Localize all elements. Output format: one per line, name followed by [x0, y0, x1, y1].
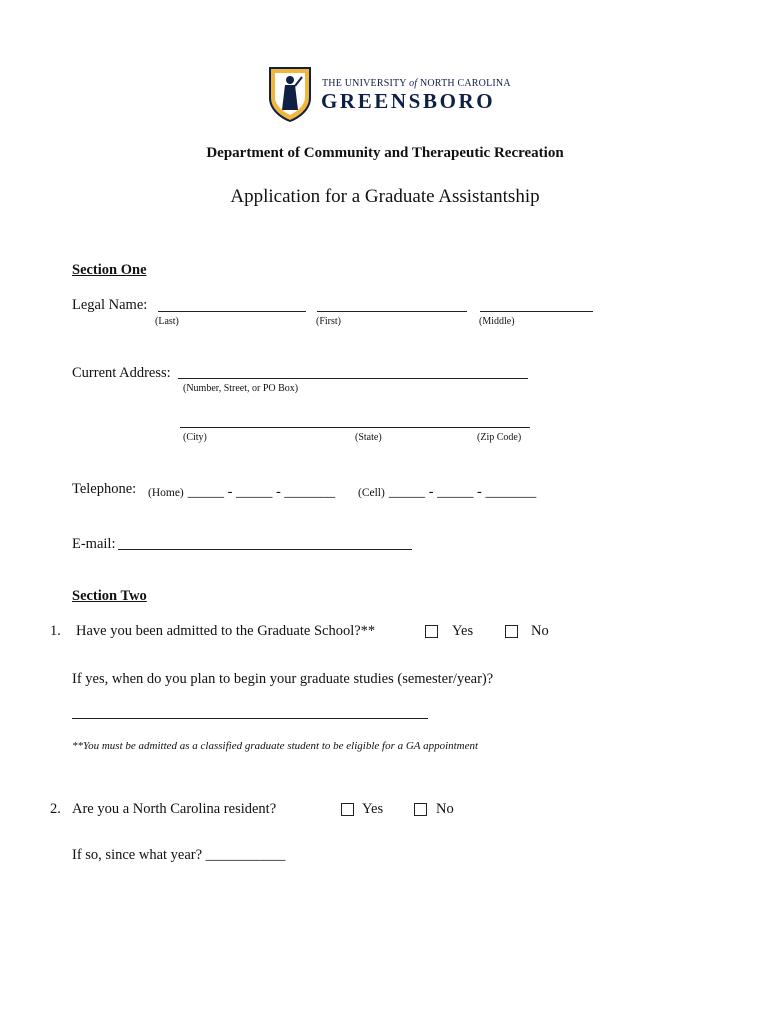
middle-name-field[interactable]: [480, 311, 593, 312]
q2-no-checkbox[interactable]: [414, 803, 427, 816]
home-phone-label: (Home): [148, 487, 184, 499]
cell-phone-field[interactable]: _____ - _____ - _______: [388, 484, 537, 500]
resident-year-field[interactable]: ___________: [205, 847, 286, 863]
question-1-number: 1.: [50, 623, 61, 639]
q1-eligibility-note: **You must be admitted as a classified graduate student to be eligible for a GA appointment: [72, 740, 479, 752]
q1-no-checkbox[interactable]: [505, 625, 518, 638]
email-field[interactable]: [118, 549, 412, 550]
home-phone-field[interactable]: _____ - _____ - _______: [187, 484, 336, 500]
zip-caption: (Zip Code): [477, 432, 522, 443]
state-caption: (State): [355, 432, 382, 443]
logo-line1-of: of: [409, 78, 418, 89]
q1-followup-text: If yes, when do you plan to begin your graduate studies (semester/year)?: [72, 671, 494, 687]
q2-no-label: No: [436, 801, 454, 817]
start-semester-field[interactable]: [72, 718, 428, 719]
page-title: Application for a Graduate Assistantship: [230, 186, 540, 207]
question-2-number: 2.: [50, 801, 61, 817]
email-label: E-mail:: [72, 536, 116, 552]
q2-followup-text: [72, 847, 285, 864]
q2-yes-checkbox[interactable]: [341, 803, 354, 816]
q2-followup-label: If so, since what year?: [72, 847, 203, 863]
minerva-figure-shield-icon: [268, 66, 312, 122]
question-2-text: Are you a North Carolina resident?: [72, 801, 277, 817]
first-caption: (First): [316, 316, 341, 327]
middle-caption: (Middle): [479, 316, 515, 327]
legal-name-label: Legal Name:: [72, 297, 148, 313]
section-two-heading: Section Two: [72, 588, 147, 604]
section-one-heading: Section One: [72, 262, 147, 278]
last-name-field[interactable]: [158, 311, 306, 312]
question-1-text: Have you been admitted to the Graduate School?**: [76, 623, 376, 639]
address-caption: (Number, Street, or PO Box): [183, 383, 299, 394]
last-caption: (Last): [155, 316, 179, 327]
telephone-label: Telephone:: [72, 481, 137, 497]
cell-phone-label: (Cell): [358, 487, 385, 499]
logo-line1-post: NORTH CAROLINA: [419, 78, 511, 89]
address-label: Current Address:: [72, 365, 171, 381]
department-name: Department of Community and Therapeutic Recreation: [206, 145, 564, 161]
first-name-field[interactable]: [317, 311, 467, 312]
city-caption: (City): [183, 432, 207, 443]
logo-greensboro: GREENSBORO: [321, 89, 496, 113]
logo-line1-pre: THE UNIVERSITY: [322, 78, 407, 89]
q1-yes-label: Yes: [452, 623, 474, 639]
city-state-zip-field[interactable]: [180, 427, 530, 428]
q2-yes-label: Yes: [362, 801, 384, 817]
street-address-field[interactable]: [178, 378, 528, 379]
q1-no-label: No: [531, 623, 549, 639]
q1-yes-checkbox[interactable]: [425, 625, 438, 638]
